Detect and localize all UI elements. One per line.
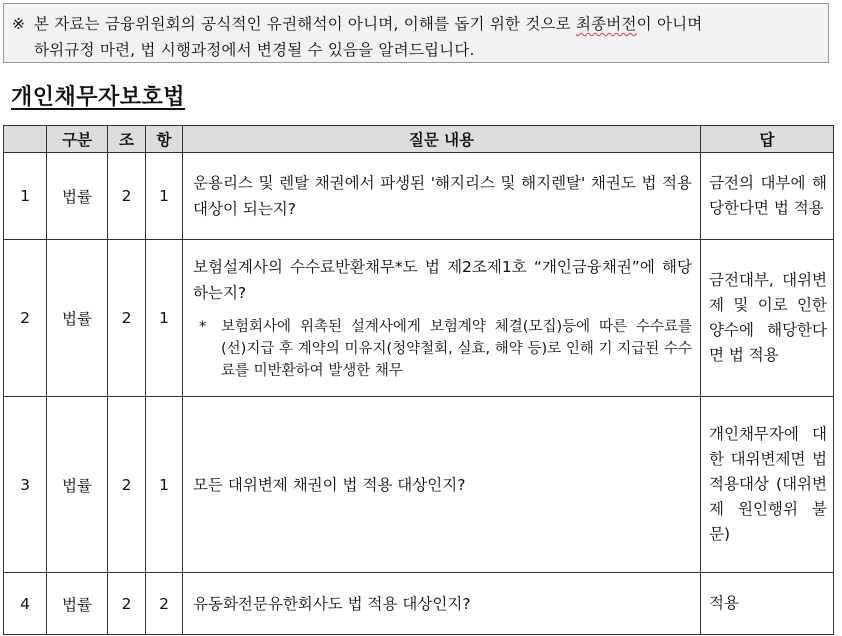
row-paragraph: 1 (146, 240, 183, 397)
row-number: 4 (4, 573, 47, 635)
row-category: 법률 (47, 573, 108, 635)
header-answer: 답 (701, 126, 834, 153)
footnote-mark: * (199, 319, 207, 335)
row-category: 법률 (47, 397, 108, 573)
row-answer: 개인채무자에 대한 대위변제면 법 적용대상 (대위변제 원인행위 불문) (701, 397, 834, 573)
row-paragraph: 2 (146, 573, 183, 635)
row-answer: 적용 (701, 573, 834, 635)
row-paragraph: 1 (146, 153, 183, 240)
disclaimer-line-1 (12, 11, 820, 37)
disclaimer-text-a: 본 자료는 금융위원회의 공식적인 유권해석이 아니며, 이해를 돕기 위한 것으로 (34, 15, 576, 33)
header-question: 질문 내용 (183, 126, 701, 153)
row-question-cell (183, 240, 701, 397)
row-paragraph: 1 (146, 397, 183, 573)
row-category: 법률 (47, 153, 108, 240)
disclaimer-text-b: 최종버전 (575, 15, 637, 33)
table-row (4, 573, 834, 635)
law-title: 개인채무자보호법 (11, 85, 186, 110)
table-row (4, 397, 834, 573)
footnote-text: 보험회사에 위촉된 설계사에게 보험계약 체결(모집)등에 따른 수수료를 (선)지급 후 계약의 미유지(청약철회, 실효, 해약 등)로 인해 기 지급된 수수료를 미반환하여 발생한 채무 (221, 319, 692, 379)
row-number: 3 (4, 397, 47, 573)
header-paragraph: 항 (146, 126, 183, 153)
row-answer: 금전의 대부에 해당한다면 법 적용 (701, 153, 834, 240)
row-answer: 금전대부, 대위변제 및 이로 인한 양수에 해당한다면 법 적용 (701, 240, 834, 397)
disclaimer-line-2: 하위규정 마련, 법 시행과정에서 변경될 수 있음을 알려드립니다. (34, 41, 475, 59)
qa-table (3, 125, 834, 635)
disclaimer-text-c: 이 아니며 (636, 15, 703, 33)
header-category: 구분 (47, 126, 108, 153)
reference-mark: ※ (12, 15, 26, 33)
header-article: 조 (108, 126, 146, 153)
row-article: 2 (108, 573, 146, 635)
row-question: 보험설계사의 수수료반환채무*도 법 제2조제1호 “개인금융채권”에 해당하는지? (193, 258, 692, 302)
table-row (4, 240, 834, 397)
table-row (4, 153, 834, 240)
row-question: 유동화전문유한회사도 법 적용 대상인지? (183, 573, 701, 635)
row-article: 2 (108, 397, 146, 573)
row-number: 1 (4, 153, 47, 240)
header-number (4, 126, 47, 153)
question-footnote (193, 316, 692, 382)
row-category: 법률 (47, 240, 108, 397)
row-question: 모든 대위변제 채권이 법 적용 대상인지? (183, 397, 701, 573)
table-header-row (4, 126, 834, 153)
row-article: 2 (108, 240, 146, 397)
row-number: 2 (4, 240, 47, 397)
disclaimer-notice (3, 3, 829, 63)
row-question: 운용리스 및 렌탈 채권에서 파생된 '해지리스 및 해지렌탈' 채권도 법 적용 대상이 되는지? (183, 153, 701, 240)
row-article: 2 (108, 153, 146, 240)
